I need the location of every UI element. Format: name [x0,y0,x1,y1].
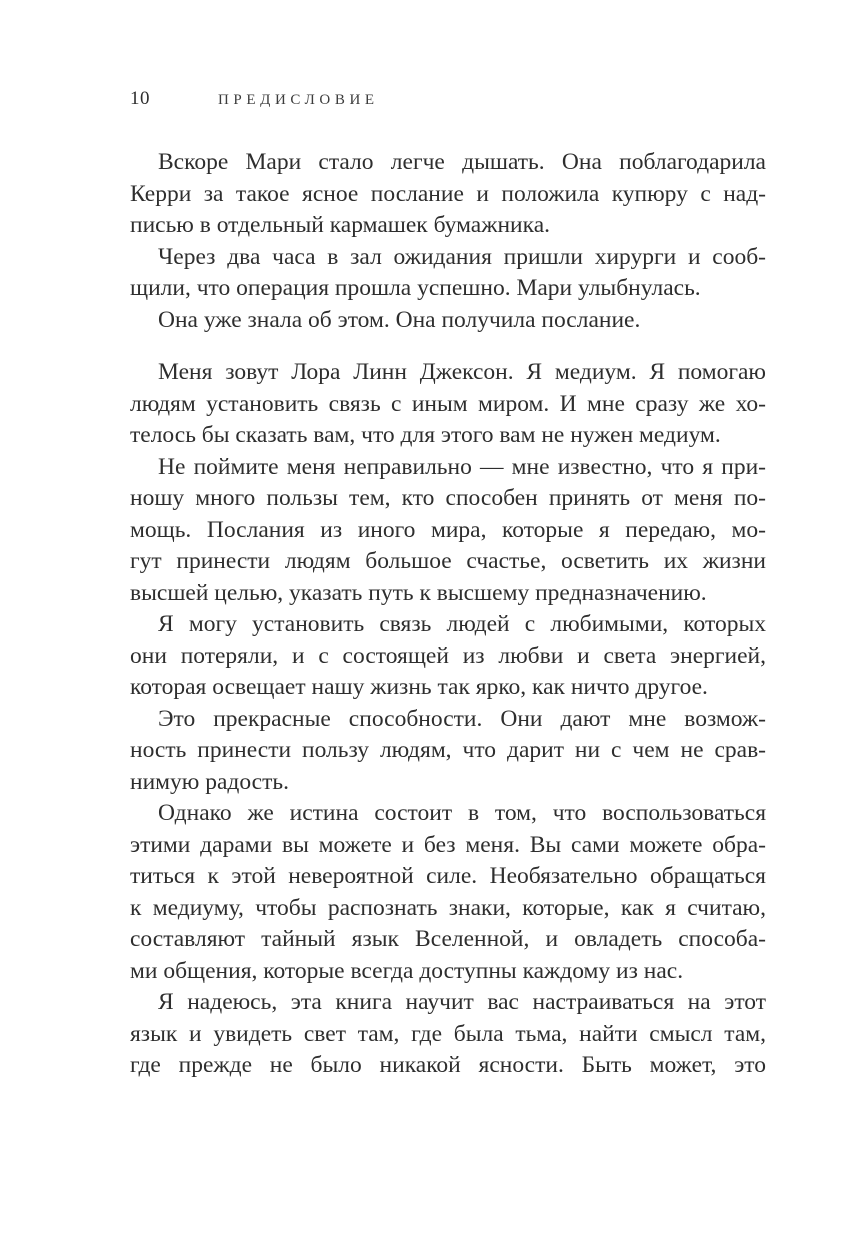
text-line: щили, что операция прошла успешно. Мари улыбнулась. [130,275,701,301]
text-line: гут принести людям большое счастье, осветить их жизни [130,548,766,574]
text-line: высшей целью, указать путь к высшему предназначению. [130,579,707,606]
text-line: Меня зовут Лора Линн Джексон. Я медиум. Я помогаю [158,359,766,385]
text-line: язык и увидеть свет там, где была тьма, найти смысл там, [130,1020,766,1047]
paragraph [130,704,766,799]
text-line: Это прекрасные способности. Они дают мне возмож- [158,705,766,732]
running-header [130,88,765,110]
text-line: нимую радость. [130,768,289,795]
text-line: Керри за такое ясное послание и положила купюру с над- [130,180,766,207]
text-line: составляют тайный язык Вселенной, и овладеть способа- [130,926,766,952]
text-line: ношу много пользы тем, кто способен принять от меня по- [130,485,766,511]
text-line: Однако же истина состоит в том, что воспользоваться [158,800,766,826]
text-line: людям установить связь с иным миром. И мне сразу же хо- [130,390,766,417]
text-line: писью в отдельный кармашек бумажника. [130,212,550,238]
text-line: где прежде не было никакой ясности. Быть может, это [130,1052,766,1078]
paragraph [130,987,766,1082]
text-line: которая освещает нашу жизнь так ярко, как ничто другое. [130,674,708,700]
text-line: к медиуму, чтобы распознать знаки, которые, как я считаю, [130,894,766,921]
text-line: Через два часа в зал ожидания пришли хирурги и сооб- [158,243,766,270]
text-line: мощь. Послания из иного мира, которые я передаю, мо- [130,516,766,543]
running-header-title: ПРЕДИСЛОВИЕ [218,92,379,108]
body-text [130,147,766,1082]
text-line: Я надеюсь, эта книга научит вас настраиваться на этот [158,989,766,1015]
paragraph [130,798,766,987]
text-line: Я могу установить связь людей с любимыми, которых [158,611,766,637]
paragraph [130,357,766,452]
text-line: Она уже знала об этом. Она получила послание. [158,306,641,333]
paragraph [130,305,766,337]
text-line: Вскоре Мари стало легче дышать. Она поблагодарила [158,149,766,175]
text-line: Не поймите меня неправильно — мне известно, что я при- [158,453,766,480]
text-line: титься к этой невероятной силе. Необязательно обращаться [130,863,766,889]
paragraph [130,609,766,704]
text-line: телось бы сказать вам, что для этого вам не нужен медиум. [130,422,721,448]
text-line: ность принести пользу людям, что дарит ни с чем не срав- [130,737,766,763]
text-line: ми общения, которые всегда доступны каждому из нас. [130,957,684,984]
text-line: этими дарами вы можете и без меня. Вы сами можете обра- [130,831,766,858]
paragraph [130,242,766,305]
page-number: 10 [130,88,150,109]
paragraph [130,452,766,610]
text-line: они потеряли, и с состоящей из любви и света энергией, [130,642,766,669]
paragraph [130,147,766,242]
